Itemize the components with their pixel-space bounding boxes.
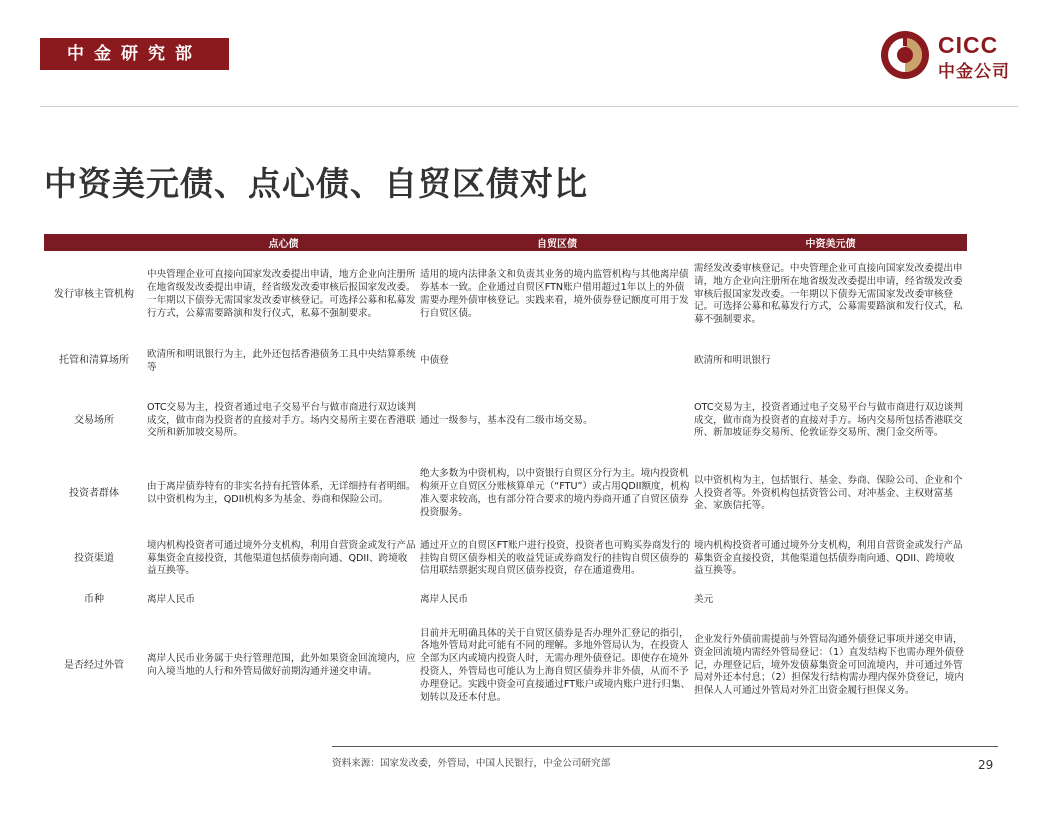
table-cell: 需经发改委审核登记。中央管理企业可直接向国家发改委提出申请，地方企业向注册所在地省级发改委提出申请，经省级发改委审核后报国家发改委。一年期以下债券无需国家发改委审核登记。可选择公募和私募发行方式，公募需要路演和发行仪式，私募不强制要求。 <box>694 263 963 326</box>
table-header-row <box>44 234 967 251</box>
table-row <box>44 612 967 720</box>
table-row <box>44 458 967 530</box>
table-cell: 欧清所和明讯银行 <box>694 355 771 367</box>
table-cell: 离岸人民币 <box>420 593 468 605</box>
table-cell: 离岸人民币业务属于央行管理范围，此外如果资金回流境内，应向入境当地的人行和外管局做好前期沟通并递交申请。 <box>147 653 416 677</box>
table-row <box>44 530 967 588</box>
page-title: 中资美元债、点心债、自贸区债对比 <box>44 164 588 203</box>
table-cell: OTC交易为主，投资者通过电子交易平台与做市商进行双边谈判成交，做市商为投资者的直接对手方。场内交易所包括香港联交所、新加坡证券交易所、伦敦证券交易所、澳门金交所等。 <box>694 401 963 439</box>
department-badge: 中金研究部 <box>40 38 229 70</box>
footer-divider <box>332 746 998 747</box>
table-cell: 绝大多数为中资机构，以中资银行自贸区分行为主。境内投资机构须开立自贸区分账核算单元（“FTU”）或占用QDII额度，机构准入要求较高，也有部分符合要求的境内券商开通了自贸区债券投资服务。 <box>420 468 690 518</box>
source-note: 资料来源：国家发改委，外管局，中国人民银行，中金公司研究部 <box>332 758 611 769</box>
table-cell: OTC交易为主，投资者通过电子交易平台与做市商进行双边谈判成交，做市商为投资者的直接对手方。场内交易所主要在香港联交所和新加坡交易所。 <box>147 401 416 439</box>
header-cell-usd: 中资美元债 <box>694 234 967 251</box>
table-cell: 企业发行外债前需提前与外管局沟通外债登记事项并递交申请，资金回流境内需经外管局登记：（1）直发结构下也需办理外债登记，办理登记后，境外发债募集资金可回流境内，并可通过外管局对外还本付息；（2）担保发行结构需办理内保外贷登记，境内担保人人可通过外管局对外汇出资金履行担保义务。 <box>694 634 964 697</box>
table-cell: 通过一级参与，基本没有二级市场交易。 <box>420 414 593 426</box>
comparison-table <box>44 234 967 720</box>
brand-cn: 中金公司 <box>938 62 1010 82</box>
table-cell: 境内机构投资者可通过境外分支机构，利用自营资金或发行产品募集资金直接投资，其他渠道包括债券南向通、QDII、跨境收益互换等。 <box>694 539 963 577</box>
cicc-logo <box>880 30 1020 82</box>
header-cell-ftz: 自贸区债 <box>420 234 694 251</box>
header-divider <box>40 106 1018 107</box>
table-cell: 境内机构投资者可通过境外分支机构，利用自营资金或发行产品募集资金直接投资，其他渠道包括债券南向通、QDII、跨境收益互换等。 <box>147 539 416 577</box>
table-cell: 中央管理企业可直接向国家发改委提出申请，地方企业向注册所在地省级发改委提出申请，经省级发改委审核后报国家发改委。一年期以下债券无需国家发改委审核登记。可选择公募和私募发行方式，公募需要路演和发行仪式，私募不强制要求。 <box>147 269 416 319</box>
row-label: 托管和清算场所 <box>59 355 129 367</box>
row-label: 是否经过外管 <box>64 659 124 671</box>
table-cell: 通过开立的自贸区FT账户进行投资，投资者也可购买券商发行的挂钩自贸区债券相关的收益凭证或券商发行的挂钩自贸区债券的信用联结票据实现自贸区债券投资，存在通道费用。 <box>420 539 691 577</box>
header-cell-dimsum: 点心债 <box>147 234 420 251</box>
table-row <box>44 384 967 458</box>
table-row <box>44 339 967 384</box>
table-cell: 由于离岸债券特有的非实名持有托管体系，无详细持有者明细。以中资机构为主，QDII机构多为基金、券商和保险公司。 <box>147 481 416 505</box>
row-label: 币种 <box>84 593 104 605</box>
table-row <box>44 251 967 339</box>
row-label: 投资者群体 <box>69 487 119 499</box>
table-cell: 美元 <box>694 593 714 605</box>
cicc-logo-icon <box>880 30 930 80</box>
table-cell: 欧清所和明讯银行为主，此外还包括香港债务工具中央结算系统等 <box>147 348 416 373</box>
row-label: 发行审核主管机构 <box>54 288 134 300</box>
page-number: 29 <box>978 758 994 772</box>
row-label: 投资渠道 <box>74 552 114 564</box>
table-cell: 以中资机构为主，包括银行、基金、券商、保险公司、企业和个人投资者等。外资机构包括资管公司、对冲基金、主权财富基金、家族信托等。 <box>694 474 963 512</box>
row-label: 交易场所 <box>74 414 114 426</box>
table-row <box>44 588 967 612</box>
header-cell-label <box>44 234 147 251</box>
table-cell: 目前并无明确具体的关于自贸区债券是否办理外汇登记的指引，各地外管局对此可能有不同的理解。多地外管局认为，在投资人全部为区内或境内投资人时，无需办理外债登记。即使存在境外投资人，外管局也可能认为上海自贸区债券并非外债，从而不予办理登记。实践中资金可直接通过FT账户或境内账户进行归集、划转以及还本付息。 <box>420 627 691 703</box>
table-cell: 适用的境内法律条文和负责其业务的境内监管机构与其他离岸债券基本一致。企业通过自贸区FTN账户借用超过1年以上的外债需要办理外债审核登记。实践来看，境外债券登记额度可用于发行自贸区债。 <box>420 269 689 319</box>
table-cell: 中债登 <box>420 355 449 367</box>
table-cell: 离岸人民币 <box>147 593 195 605</box>
brand-en: CICC <box>938 32 999 58</box>
